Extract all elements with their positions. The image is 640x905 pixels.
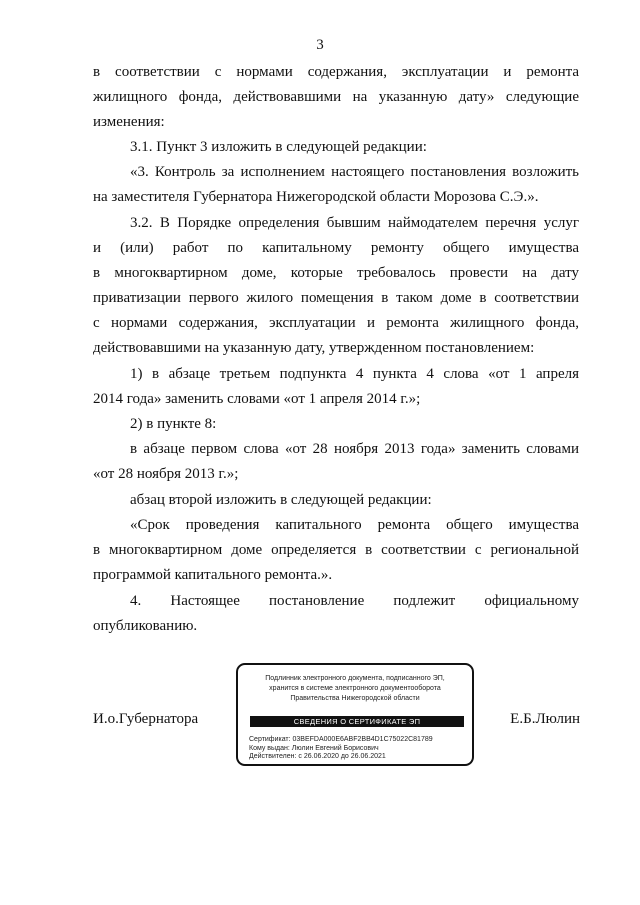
text-line: «Срок проведения капитального ремонта общего имущества	[130, 517, 579, 533]
stamp-certificate: Сертификат: 03BEFDA000E6ABF2BB4D1C75022C81789	[249, 736, 433, 743]
text-line: приватизации первого жилого помещения в таком доме в соответствии	[93, 290, 579, 306]
text-line: в соответствии с нормами содержания, эксплуатации и ремонта	[93, 64, 579, 80]
stamp-header-line: Правительства Нижегородской области	[290, 695, 420, 702]
page-number: 3	[316, 37, 324, 53]
text-line: программой капитального ремонта.».	[93, 567, 333, 583]
text-line: «3. Контроль за исполнением настоящего постановления возложить	[130, 164, 579, 180]
stamp-header	[238, 674, 472, 704]
text-line: и (или) работ по капитальному ремонту общего имущества	[93, 240, 579, 256]
signatory-position: И.о.Губернатора	[93, 711, 199, 727]
text-line: 3.2. В Порядке определения бывшим наймодателем перечня услуг	[130, 215, 579, 231]
text-line: 2) в пункте 8:	[130, 416, 217, 432]
stamp-title: СВЕДЕНИЯ О СЕРТИФИКАТЕ ЭП	[250, 716, 464, 727]
text-line: абзац второй изложить в следующей редакции:	[130, 492, 432, 508]
text-line: 1) в абзаце третьем подпункта 4 пункта 4 слова «от 1 апреля	[130, 366, 579, 382]
text-line: 4. Настоящее постановление подлежит официальному	[130, 593, 579, 609]
text-line: в многоквартирном доме определяется в соответствии с региональной	[93, 542, 579, 558]
text-line: на заместителя Губернатора Нижегородской области Морозова С.Э.».	[93, 189, 539, 205]
text-line: в многоквартирном доме, которые требовалось провести на дату	[93, 265, 579, 281]
stamp-header-line: Подлинник электронного документа, подписанного ЭП,	[265, 675, 445, 682]
text-line: опубликованию.	[93, 618, 198, 634]
text-line: изменения:	[93, 114, 165, 130]
text-line: действовавшими на указанную дату, утвержденном постановлением:	[93, 340, 535, 356]
stamp-owner: Кому выдан: Люлин Евгений Борисович	[249, 744, 379, 752]
text-line: жилищного фонда, действовавшими на указанную дату» следующие	[93, 89, 579, 105]
e-signature-stamp	[236, 663, 474, 766]
stamp-details	[249, 736, 433, 762]
text-line: в абзаце первом слова «от 28 ноября 2013 года» заменить словами	[130, 441, 579, 457]
stamp-validity: Действителен: с 26.06.2020 до 26.06.2021	[249, 753, 386, 760]
text-line: с нормами содержания, эксплуатации и ремонта жилищного фонда,	[93, 315, 579, 331]
text-line: 3.1. Пункт 3 изложить в следующей редакции:	[130, 139, 427, 155]
text-line: «от 28 ноября 2013 г.»;	[93, 466, 239, 482]
text-line: 2014 года» заменить словами «от 1 апреля 2014 г.»;	[93, 391, 421, 407]
stamp-header-line: хранится в системе электронного документооборота	[269, 685, 441, 692]
signatory-name: Е.Б.Люлин	[510, 711, 580, 727]
